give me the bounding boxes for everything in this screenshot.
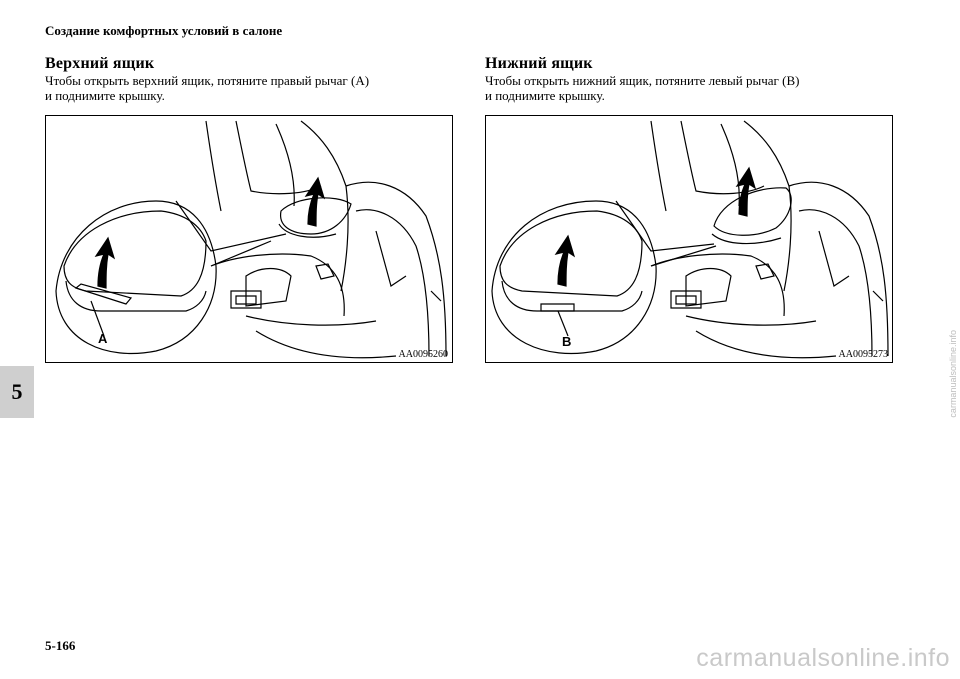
section-title-upper-box: Верхний ящик [45, 55, 155, 72]
figure-code: AA0095260 [398, 349, 448, 360]
text-line: Чтобы открыть верхний ящик, потяните правый рычаг (A) [45, 73, 370, 88]
watermark: carmanualsonline.info [696, 644, 950, 672]
text-line: Чтобы открыть нижний ящик, потяните левый рычаг (B) [485, 73, 800, 88]
lever-label-b: B [562, 334, 572, 349]
section-text-lower-box [485, 73, 905, 103]
section-title-lower-box: Нижний ящик [485, 55, 593, 72]
side-watermark: carmanualsonline.info [948, 330, 958, 418]
figure-lower-box [485, 115, 893, 363]
page-number: 5-166 [45, 638, 76, 653]
console-illustration [46, 116, 452, 362]
text-line: и поднимите крышку. [45, 88, 165, 103]
section-text-upper-box [45, 73, 465, 103]
page-header: Создание комфортных условий в салоне [45, 23, 283, 38]
figure-code: AA0095273 [838, 349, 888, 360]
chapter-tab: 5 [0, 366, 34, 418]
text-line: и поднимите крышку. [485, 88, 605, 103]
figure-upper-box [45, 115, 453, 363]
console-illustration [486, 116, 892, 362]
lever-label-a: A [98, 331, 108, 346]
